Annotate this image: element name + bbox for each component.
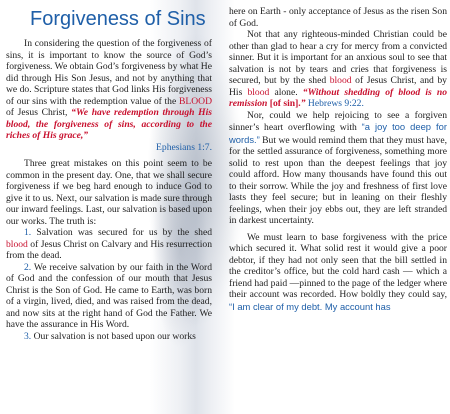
list-item-2 [0,262,212,331]
joy-text-2: But we would remind them that they must have, for the settled assurance of forgiveness, something more solid to rest upon than the deepest feelings that joy could afford. How many thousands have found this out to their sorrow. While the joy and freshness of first love lasts they feel secure; but in leaning on their fleshly feelings, when their joy ebbs out, they are left stranded in darkest uncertainty. [229,134,447,226]
list-number-1: 1. [24,227,32,238]
intro-text-2: of Jesus Christ, [6,107,72,118]
mercy-text: Not that any righteous-minded Christian could be other than glad to hear a cry for mercy from a convicted sinner. But it is important for an anxious soul to see that salvation is not by tears and cries that forgiveness is secured, but by the shed [229,29,447,86]
hebrews-quote-end: ” [300,98,306,109]
hebrews-reference: Hebrews 9:22. [305,98,364,109]
joy-paragraph [229,110,447,227]
blood-word-3: blood [329,75,352,86]
mercy-paragraph [229,29,447,110]
list-number-3: 3. [24,330,32,342]
list-text-2: We receive salvation by our faith in the Word of God and the confession of our mouth that Jesus Christ is the Son of God. He came to Earth, was born of a virgin, lived, died, and was raised from the dead, and now sits at the right hand of God the Father. We have the assurance in His Word. [6,261,212,330]
scripture-quote: “We have redemption through His blood, the forgiveness of sins, according to the riches of His grace,” [6,107,213,141]
intro-text: In considering the question of the forgiveness of sins, it is important to know the source of God’s forgiveness. We obtain God’s forgiveness by what He did through His Son Jesus, and not by anything that we do. Scripture states that God links His forgiveness of our sins with the redemption value of the [6,38,212,107]
list-number-2: 2. [24,261,32,273]
list-text-1b: of Jesus Christ on Calvary and His resurrection from the dead. [6,238,212,261]
list-item-1 [0,227,212,262]
left-column [0,8,212,342]
debt-quote: “I am clear of my debt. My account has [229,300,391,312]
blood-word: BLOOD [178,95,212,107]
hebrews-quote: “Without shedding of blood is no remission [229,86,447,109]
page-title: Forgiveness of Sins [30,8,206,30]
debt-paragraph [229,232,447,314]
joy-quote: “a joy too deep for words.” [229,121,447,145]
blood-word-2: blood [6,238,28,250]
mercy-text-3: alone. [269,86,303,98]
scripture-reference: Ephesians 1:7. [156,141,212,153]
list-item-3 [0,331,212,343]
mistakes-paragraph: Three great mistakes on this point seem to be common in the present day. One, that we shall secure forgiveness if we beg hard enough to induce God to give it to us. Next, our salvation is made sure through our inward feelings. Last, our salvation is based upon our works. The truth is: [6,158,212,227]
intro-paragraph [0,38,212,153]
list-text-1a: Salvation was secured for us by the shed [31,227,212,238]
right-column [229,6,447,313]
blood-word-4: blood [247,86,270,98]
debt-text: We must learn to base forgiveness with the price which secured it. What solid rest it would give a poor debtor, if they had not only seen that the bill settled in the creditor’s office, but the cold hard cash — which a friend had paid —pinned to the page of the ledger where their account was recorded. How boldly they could say, [229,231,447,300]
list-text-3: Our salvation is not based upon our works [31,330,196,342]
continuation-paragraph: here on Earth - only acceptance of Jesus as the risen Son of God. [229,6,447,29]
hebrews-insert: [of sin]. [267,98,301,109]
joy-text: Nor, could we help rejoicing to see a forgiven sinner’s heart overflowing with [229,109,447,133]
mercy-text-2: of Jesus Christ, and by His [229,75,447,98]
